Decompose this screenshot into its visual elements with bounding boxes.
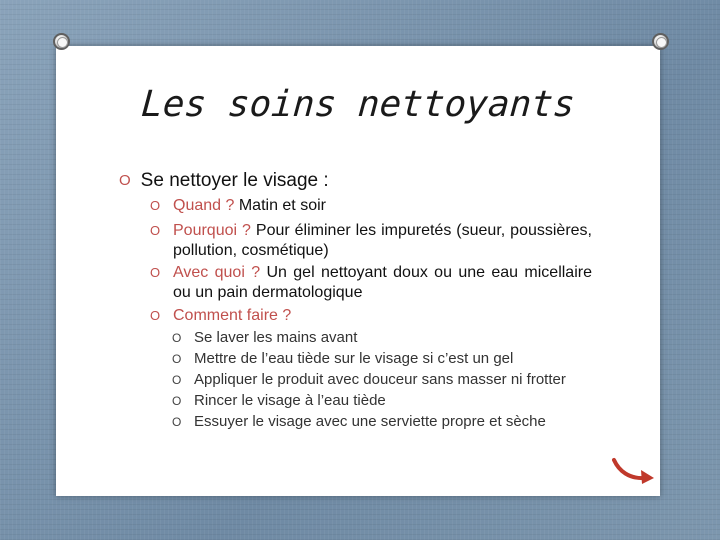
slide-title: Les soins nettoyants (139, 84, 577, 125)
main-bullet-text: Se nettoyer le visage : (140, 170, 329, 191)
step-item (172, 370, 566, 390)
bullet-icon: O (172, 373, 182, 387)
bullet-icon: O (150, 198, 161, 213)
bullet-icon: O (150, 265, 161, 280)
step-item (172, 391, 386, 411)
sub-bullet (150, 306, 592, 326)
step-item (172, 412, 546, 432)
bullet-icon: O (172, 415, 182, 429)
step-text: Essuyer le visage avec une serviette propre et sèche (194, 413, 546, 430)
sub-bullet-question: Avec quoi ? (173, 264, 261, 281)
sub-bullet-answer: Matin et soir (234, 197, 326, 214)
sub-bullet (150, 196, 592, 216)
step-item (172, 328, 357, 348)
step-text: Se laver les mains avant (194, 329, 358, 346)
pushpin-icon (652, 33, 669, 50)
curved-arrow-icon[interactable] (611, 457, 657, 485)
pushpin-icon (53, 33, 70, 50)
step-text: Mettre de l’eau tiède sur le visage si c’est un gel (194, 350, 514, 367)
sub-bullet-question: Pourquoi ? (173, 222, 251, 239)
bullet-icon: O (150, 308, 161, 323)
bullet-icon: O (119, 172, 131, 189)
bullet-icon: O (150, 223, 161, 238)
step-item (172, 349, 513, 369)
sub-bullet-question: Comment faire ? (173, 307, 292, 324)
bullet-icon: O (172, 352, 182, 366)
sub-bullet (150, 263, 592, 303)
step-text: Rincer le visage à l’eau tiède (194, 392, 386, 409)
sub-bullet-answer: Un gel nettoyant doux ou une eau micellaire ou un pain dermatologique (173, 264, 592, 301)
sub-bullet-question: Quand ? (173, 197, 235, 214)
sub-bullet (150, 221, 592, 261)
step-text: Appliquer le produit avec douceur sans masser ni frotter (194, 371, 566, 388)
bullet-icon: O (172, 331, 182, 345)
sub-bullet-answer: Pour éliminer les impuretés (sueur, poussières, pollution, cosmétique) (173, 222, 593, 259)
main-bullet (119, 170, 329, 192)
bullet-icon: O (172, 394, 182, 408)
